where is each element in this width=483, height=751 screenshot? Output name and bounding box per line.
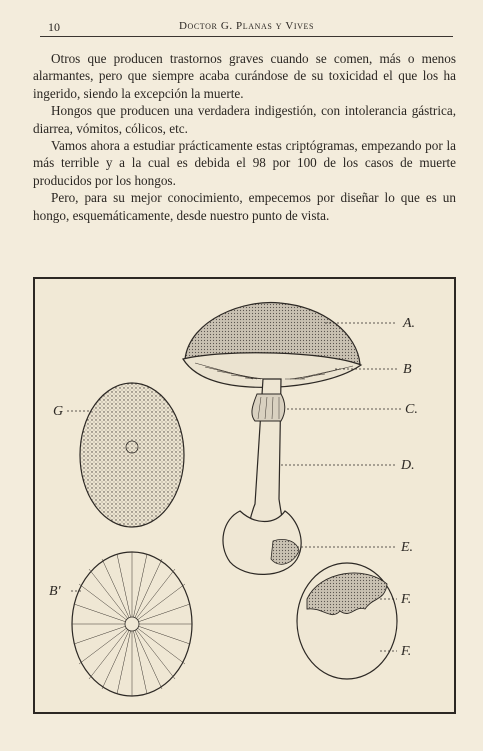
paragraph: Vamos ahora a estudiar prácticamente estas criptógramas, empezando por la más terrible y a la cual es debida el 98 por 100 de los casos de muerte producidos por los hongos.: [33, 138, 456, 188]
body-text: [33, 50, 456, 224]
label-f-top: F.: [401, 592, 412, 607]
label-b: B: [403, 362, 412, 377]
mushroom-illustration: [35, 279, 454, 712]
label-g: G: [53, 404, 64, 419]
page-number: 10: [48, 20, 60, 34]
cap-top-view: [80, 383, 184, 527]
paragraph: Pero, para su mejor conocimiento, empecemos por diseñar lo que es un hongo, esquemáticamente, desde nuestro punto de vista.: [33, 190, 456, 223]
label-d: D.: [401, 458, 415, 473]
label-c: C.: [405, 402, 418, 417]
paragraph: Otros que producen trastornos graves cuando se comen, más o menos alarmantes, pero que siempre acaba curándose de su toxicidad el que los ha ingerido, siendo la excepción la muerte.: [33, 51, 456, 101]
label-e: E.: [401, 540, 414, 555]
label-b-prime: B': [49, 584, 61, 599]
egg-stage: [297, 563, 397, 679]
page-header: [40, 18, 453, 37]
mushroom-figure: [33, 277, 456, 714]
label-f-bottom: F.: [401, 644, 412, 659]
paragraph: Hongos que producen una verdadera indigestión, con intolerancia gástrica, diarrea, vómitos, cólicos, etc.: [33, 103, 456, 136]
gills-underside-view: [72, 552, 192, 696]
label-a: A.: [403, 316, 416, 331]
running-head: Doctor G. Planas y Vives: [178, 20, 315, 32]
mushroom-cap: [183, 302, 361, 387]
